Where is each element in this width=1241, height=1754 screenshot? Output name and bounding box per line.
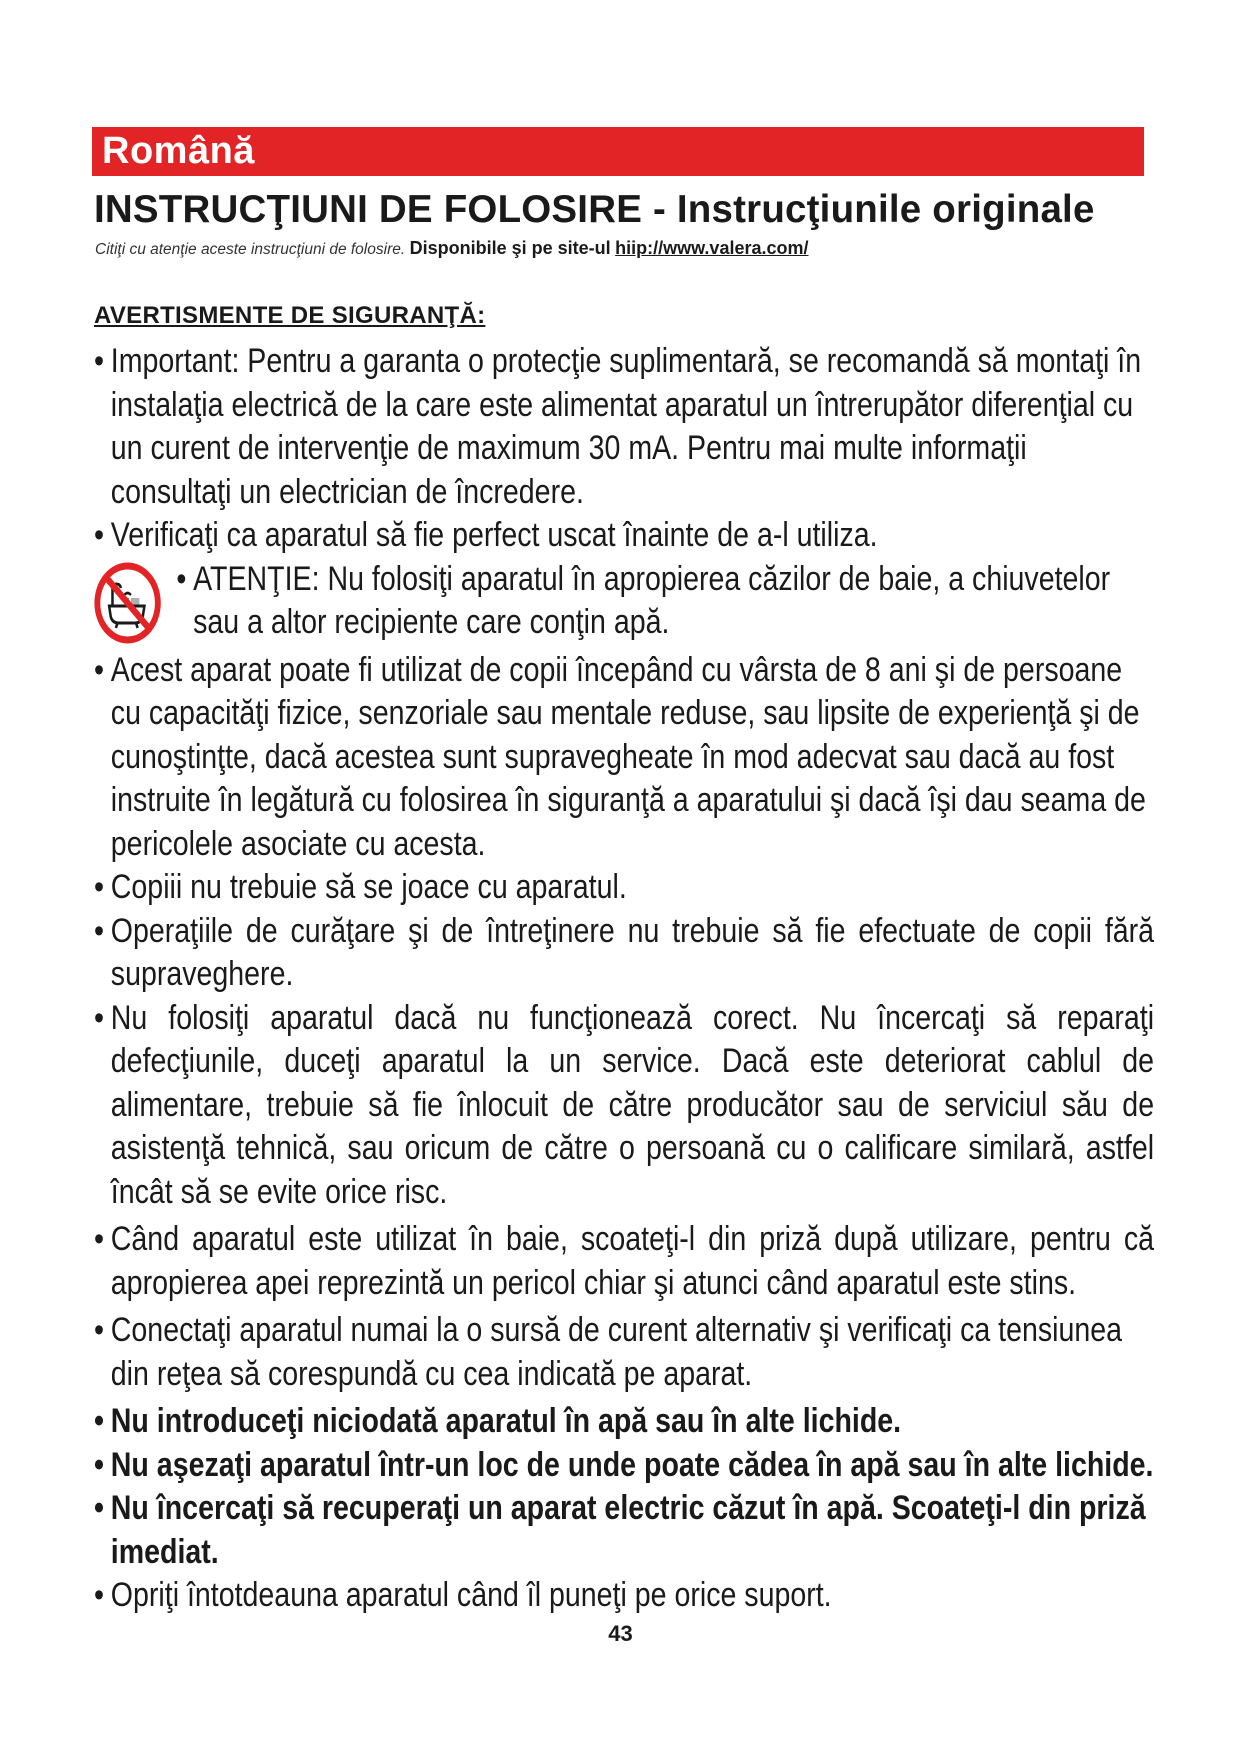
bullet-item <box>94 1218 1154 1305</box>
page-number: 43 <box>608 1621 633 1646</box>
bullet-dot: • <box>94 1445 105 1484</box>
read-note: Citiţi cu atenţie aceste instrucţiuni de folosire. <box>95 241 406 258</box>
bullet-item <box>94 910 1154 997</box>
bullet-item <box>94 514 1154 558</box>
bullet-text: Când aparatul este utilizat în baie, scoateţi-l din priză după utilizare, pentru că apropierea apei reprezintă un pericol chiar şi atunci când aparatul este stins. <box>110 1220 1155 1302</box>
bullet-text: Important: Pentru a garanta o protecţie suplimentară, se recomandă să montaţi în instalaţia electrică de la care este alimentat aparatul un întrerupător diferenţial cu un curent de intervenţie de maximum 30 mA. Pentru mai multe informaţii consultaţi un electrician de încredere. <box>110 342 1142 511</box>
bullet-item <box>94 1444 1154 1488</box>
language-label: Română <box>102 130 255 172</box>
bullet-text: Acest aparat poate fi utilizat de copii începând cu vârsta de 8 ani şi de persoane cu capacităţi fizice, senzoriale sau mentale reduse, sau lipsite de experienţă şi de cunoştinţte, dacă acestea sunt supravegheate în mod adecvat sau dacă au fost instruite în legătură cu folosirea în siguranţă a aparatului şi dacă îşi dau seama de pericolele asociate cu acesta. <box>110 650 1146 863</box>
bullet-dot: • <box>94 342 105 380</box>
bullet-item <box>94 649 1154 867</box>
page-title: INSTRUCŢIUNI DE FOLOSIRE - Instrucţiunile originale <box>94 188 1095 231</box>
bullet-item-warning <box>94 558 1154 645</box>
subtitle-line <box>95 238 809 259</box>
site-link[interactable]: hiip://www.valera.com/ <box>615 238 809 258</box>
bullet-item <box>94 1574 1154 1618</box>
bullet-text: Operaţiile de curăţare şi de întreţinere nu trebuie să fie efectuate de copii fără supraveghere. <box>110 911 1155 993</box>
bullet-dot: • <box>94 868 105 906</box>
bullet-text: ATENŢIE: Nu folosiţi aparatul în apropierea căzilor de baie, a chiuvetelor sau a altor recipiente care conţin apă. <box>193 559 1111 641</box>
bullet-text: Nu folosiţi aparatul dacă nu funcţionează corect. Nu încercaţi să reparaţi defecţiunile, duceţi aparatul la un service. Dacă este deteriorat cablul de alimentare, trebuie să fie înlocuit de către producător sau de serviciul său de asistenţă tehnică, sau oricum de către o persoană cu o calificare similară, astfel încât să se evite orice risc. <box>110 998 1155 1211</box>
bullet-dot: • <box>94 998 105 1037</box>
bullet-dot: • <box>176 559 187 598</box>
bullet-item <box>94 866 1154 910</box>
bullet-item <box>94 340 1154 514</box>
bullet-item <box>94 997 1154 1215</box>
bullet-text: Nu aşezaţi aparatul într-un loc de unde poate cădea în apă sau în alte lichide. <box>110 1445 1154 1484</box>
safety-bullet-list <box>94 340 1154 1618</box>
bullet-dot: • <box>94 1576 105 1614</box>
bullet-item <box>94 1487 1154 1574</box>
bullet-dot: • <box>94 516 105 554</box>
bullet-text: Conectaţi aparatul numai la o sursă de curent alternativ şi verificaţi ca tensiunea din reţea să corespundă cu cea indicată pe aparat. <box>110 1311 1123 1393</box>
no-bathtub-icon <box>94 562 171 644</box>
language-banner <box>92 127 1144 176</box>
bullet-text: Nu încercaţi să recuperaţi un aparat electric căzut în apă. Scoateţi-l din priză imediat. <box>110 1489 1146 1571</box>
bullet-item <box>94 1400 1154 1444</box>
bullet-text: Nu introduceţi niciodată aparatul în apă sau în alte lichide. <box>110 1402 902 1440</box>
bullet-item <box>94 1309 1154 1396</box>
safety-heading: AVERTISMENTE DE SIGURANŢĂ: <box>94 302 486 329</box>
bullet-dot: • <box>94 650 105 689</box>
bullet-text: Opriţi întotdeauna aparatul când îl puneţi pe orice suport. <box>110 1576 832 1614</box>
bullet-dot: • <box>94 1489 105 1527</box>
bullet-dot: • <box>94 1220 105 1258</box>
bullet-dot: • <box>94 911 105 950</box>
bullet-text: Verificaţi ca aparatul să fie perfect uscat înainte de a-l utiliza. <box>110 516 878 554</box>
bullet-text: Copiii nu trebuie să se joace cu aparatul. <box>110 868 627 906</box>
available-text: Disponibile şi pe site-ul <box>409 238 611 258</box>
bullet-dot: • <box>94 1311 105 1349</box>
bullet-dot: • <box>94 1402 105 1440</box>
